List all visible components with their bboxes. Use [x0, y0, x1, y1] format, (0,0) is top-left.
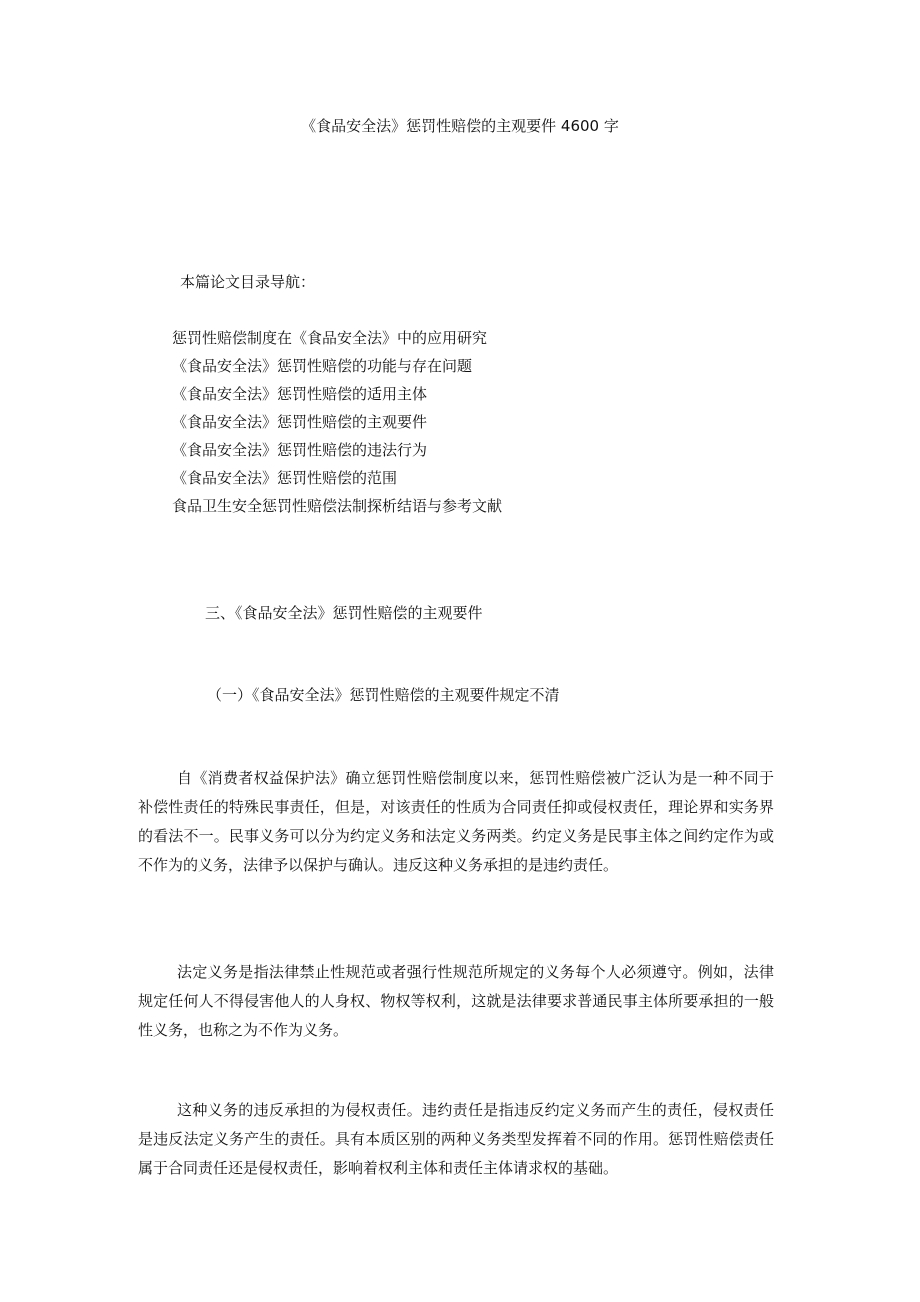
body-paragraph: 法定义务是指法律禁止性规范或者强行性规范所规定的义务每个人必须遵守。例如，法律规定任何人不得侵害他人的人身权、物权等权利，这就是法律要求普通民事主体所要承担的一般性义务，也称之为不作为义务。	[138, 963, 774, 1039]
section-heading: 三、《食品安全法》惩罚性赔偿的主观要件	[205, 604, 483, 622]
toc-item[interactable]: 《食品安全法》惩罚性赔偿的适用主体	[172, 385, 428, 403]
toc-item[interactable]: 惩罚性赔偿制度在《食品安全法》中的应用研究	[172, 329, 488, 347]
toc-item[interactable]: 《食品安全法》惩罚性赔偿的功能与存在问题	[172, 357, 473, 375]
body-paragraph: 自《消费者权益保护法》确立惩罚性赔偿制度以来，惩罚性赔偿被广泛认为是一种不同于补偿性责任的特殊民事责任，但是，对该责任的性质为合同责任抑或侵权责任，理论界和实务界的看法不一。民事义务可以分为约定义务和法定义务两类。约定义务是民事主体之间约定作为或不作为的义务，法律予以保护与确认。违反这种义务承担的是违约责任。	[138, 769, 774, 874]
document-title: 《食品安全法》惩罚性赔偿的主观要件 4600 字	[301, 117, 619, 135]
toc-heading: 本篇论文目录导航：	[180, 273, 316, 291]
toc-item[interactable]: 《食品安全法》惩罚性赔偿的违法行为	[172, 441, 428, 459]
subsection-heading: （一）《食品安全法》惩罚性赔偿的主观要件规定不清	[207, 686, 560, 704]
toc-item[interactable]: 《食品安全法》惩罚性赔偿的范围	[172, 469, 398, 487]
toc-item[interactable]: 《食品安全法》惩罚性赔偿的主观要件	[172, 413, 428, 431]
body-paragraph: 这种义务的违反承担的为侵权责任。违约责任是指违反约定义务而产生的责任，侵权责任是违反法定义务产生的责任。具有本质区别的两种义务类型发挥着不同的作用。惩罚性赔偿责任属于合同责任还是侵权责任，影响着权利主体和责任主体请求权的基础。	[138, 1101, 774, 1177]
toc-list	[172, 324, 502, 520]
toc-item[interactable]: 食品卫生安全惩罚性赔偿法制探析结语与参考文献	[172, 497, 503, 515]
